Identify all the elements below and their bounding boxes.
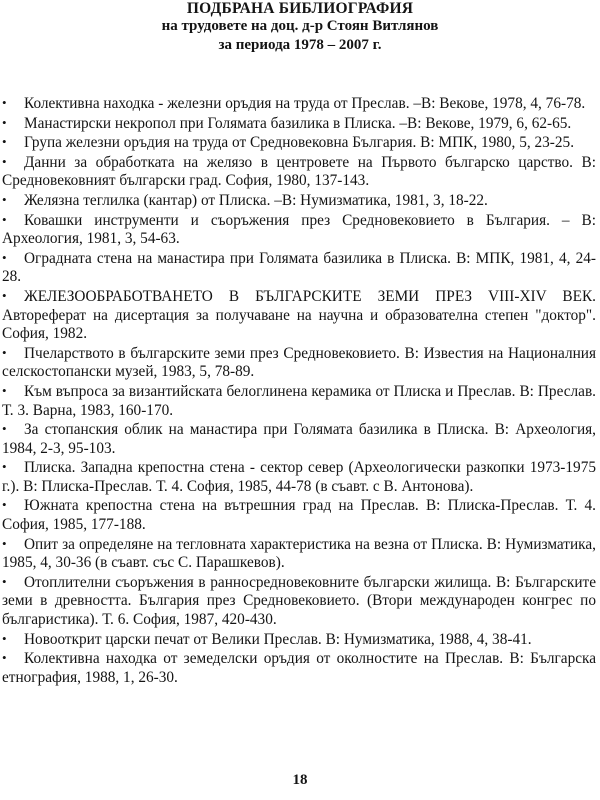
- bullet-icon: •: [2, 114, 7, 130]
- bibliography-entry-text: Колективна находка - железни оръдия на труда от Преслав. –В: Векове, 1978, 4, 76-78.: [24, 95, 586, 112]
- bibliography-item: [2, 496, 596, 534]
- bullet-icon: •: [2, 191, 7, 207]
- bullet-icon: •: [2, 650, 7, 666]
- bullet-icon: •: [2, 382, 7, 398]
- bibliography-item: [2, 153, 596, 191]
- page-subtitle-period: за периода 1978 – 2007 г.: [218, 37, 382, 53]
- bullet-icon: •: [2, 535, 7, 551]
- bullet-icon: •: [2, 153, 7, 169]
- bibliography-entry-text: Опит за определяне на тегловната характеристика на везна от Плиска. В: Нумизматика, 1985, 4, 30-36 (в съавт. със С. Парашкевов).: [2, 535, 596, 572]
- bibliography-entry-text: Новооткрит царски печат от Велики Преслав. В: Нумизматика, 1988, 4, 38-41.: [24, 630, 532, 648]
- bibliography-item: [2, 94, 596, 114]
- bibliography-item: [2, 249, 596, 287]
- page-number: 18: [292, 772, 308, 788]
- bullet-icon: •: [2, 459, 7, 475]
- bibliography-item: [2, 573, 596, 630]
- bibliography-item: [2, 382, 596, 420]
- bibliography-item: [2, 420, 596, 458]
- bibliography-entry-text: Южната крепостна стена на вътрешния град на Преслав. В: Плиска-Преслав. Т. 4. София, 1985, 177-188.: [2, 497, 596, 534]
- bullet-icon: •: [2, 95, 7, 110]
- bibliography-entry-text: Ковашки инструменти и съоръжения през Средновековието в България. – В: Археология, 1981, 3, 54-63.: [2, 211, 596, 248]
- page-subtitle-author: на трудовете на доц. д-р Стоян Витлянов: [161, 18, 439, 34]
- bibliography-entry-text: Група железни оръдия на труда от Средновековна България. В: МПК, 1980, 5, 23-25.: [24, 134, 575, 152]
- bullet-icon: •: [2, 573, 7, 589]
- bullet-icon: •: [2, 630, 7, 646]
- document-header: [0, 0, 600, 55]
- bibliography-entry-text: Данни за обработката на желязо в центровете на Първото българско царство. В: Средновековният български град. София, 1980, 137-143.: [2, 153, 596, 190]
- bullet-icon: •: [2, 134, 7, 150]
- bibliography-entry-text: ЖЕЛЕЗООБРАБОТВАНЕТО В БЪЛГАРСКИТЕ ЗЕМИ ПРЕЗ VIII-XIV ВЕК. Автореферат на дисертация за получаване на научна и образователна степен "доктор". София, 1982.: [2, 287, 596, 343]
- bibliography-item: [2, 344, 596, 382]
- bibliography-entry-text: Пчеларството в българските земи през Средновековието. В: Известия на Националния селскостопански музей, 1983, 5, 78-89.: [2, 344, 596, 381]
- bibliography-entry-text: Към въпроса за византийската белоглинена керамика от Плиска и Преслав. В: Преслав. Т. 3. Варна, 1983, 160-170.: [2, 382, 596, 419]
- page-title: ПОДБРАНА БИБЛИОГРАФИЯ: [186, 0, 414, 17]
- bibliography-item: [2, 114, 596, 134]
- bullet-icon: •: [2, 344, 7, 360]
- bibliography-entry-text: Желязна теглилка (кантар) от Плиска. –В: Нумизматика, 1981, 3, 18-22.: [24, 191, 488, 209]
- bullet-icon: •: [2, 421, 7, 437]
- bibliography-list: [2, 94, 596, 687]
- bibliography-entry-text: Манастирски некропол при Голямата базилика в Плиска. –В: Векове, 1979, 6, 62-65.: [24, 114, 572, 132]
- bibliography-item: [2, 211, 596, 249]
- bibliography-entry-text: За стопанския облик на манастира при Голямата базилика в Плиска. В: Археология, 1984, 2-3, 95-103.: [2, 421, 596, 457]
- bibliography-item: [2, 630, 596, 650]
- bullet-icon: •: [2, 497, 7, 513]
- bibliography-item: [2, 649, 596, 687]
- bibliography-entry-text: Отоплителни съоръжения в ранносредновековните български жилища. В: Българските земи в древността. България през Средновековието. (Втори международен конгрес по българистика). Т. 6. София, 1987, 420-430.: [2, 573, 596, 629]
- bibliography-entry-text: Оградната стена на манастира при Голямата базилика в Плиска. В: МПК, 1981, 4, 24-28.: [2, 249, 596, 286]
- bullet-icon: •: [2, 287, 7, 303]
- bibliography-entry-text: Колективна находка от земеделски оръдия от околностите на Преслав. В: Българска етнография, 1988, 1, 26-30.: [2, 650, 596, 686]
- bullet-icon: •: [2, 249, 7, 265]
- bibliography-item: [2, 458, 596, 496]
- bullet-icon: •: [2, 211, 7, 227]
- bibliography-item: [2, 191, 596, 211]
- bibliography-item: [2, 535, 596, 573]
- bibliography-item: [2, 287, 596, 344]
- bibliography-item: [2, 133, 596, 153]
- bibliography-entry-text: Плиска. Западна крепостна стена - сектор север (Археологически разкопки 1973-1975 г.). В: Плиска-Преслав. Т. 4. София, 1985, 44-78 (в съавт. с В. Антонова).: [2, 459, 596, 495]
